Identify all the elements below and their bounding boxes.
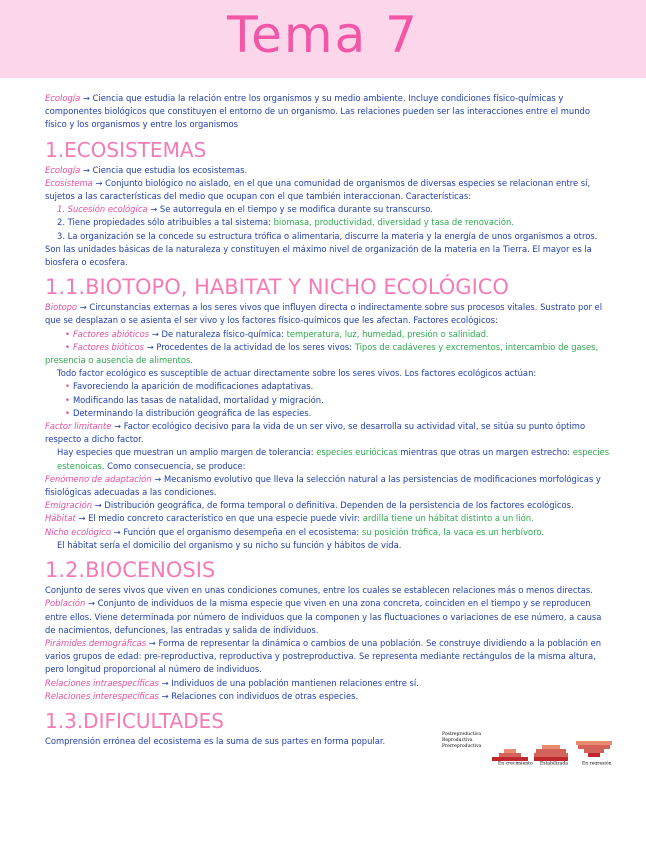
definition: → Relaciones con individuos de otras especies.: [161, 690, 359, 701]
text: Hay especies que muestran un amplio margen de tolerancia:: [57, 447, 314, 458]
term: Factores bióticos: [72, 341, 145, 352]
legend-label-repro: Reproductiva: [442, 738, 473, 743]
definition: → Distribución geográfica, de forma temporal o definitiva. Dependen de la persistencia de los factores ecológicos.: [94, 500, 574, 511]
biotopo-line: [45, 301, 611, 327]
characteristic-3: 3. La organización se la concede su estructura trófica o alimentaria, discurre la materia y la energía de unos organismos a otros.: [57, 230, 598, 241]
bullet: •: [65, 341, 70, 352]
todo-factor-line: Todo factor ecológico es susceptible de actuar directamente sobre los seres vivos. Los factores ecológicos actúan:: [57, 368, 537, 379]
caption-regressing: En regresión: [582, 761, 612, 765]
term: Hábitat: [45, 513, 76, 524]
example-text: Tipos de cadáveres y excrementos, intercambio de gases,: [354, 341, 599, 352]
item-text: 2. Tiene propiedades sólo atribuibles a tal sistema:: [57, 217, 271, 228]
example-text: especies estenoicas.: [57, 447, 610, 471]
intra-line: [45, 677, 440, 690]
definition: → Forma de representar la dinámica o cambios de una población. Se construye dividiendo a la población en varios grupos de edad: pre-reproductiva, reproductiva y postreproductiva. Se representa mediante rectángulos de la misma altura, pero longitud proporcional al número de individuos.: [45, 637, 602, 675]
inter-line: [45, 690, 440, 703]
item-number: 1.: [57, 204, 65, 215]
term: Sucesión ecológica: [67, 204, 148, 215]
text: mientras que otras un margen estrecho:: [400, 447, 571, 458]
term: Población: [45, 598, 86, 609]
ecologia-line: [45, 164, 611, 177]
pyramid-bar: [578, 745, 610, 749]
definition: → El medio concreto característico en que una especie puede vivir:: [78, 513, 361, 524]
definition: → Ciencia que estudia los ecosistemas.: [82, 164, 248, 175]
characteristic-1: [45, 203, 611, 216]
limitante-line: [45, 420, 611, 446]
pyramid-bar: [534, 753, 568, 757]
term: Ecología: [45, 164, 81, 175]
pyramid-bar: [584, 749, 604, 753]
characteristic-2: [45, 216, 611, 229]
text: Como consecuencia, se produce:: [107, 460, 246, 471]
definition: → Procedentes de la actividad de los seres vivos:: [146, 341, 353, 352]
emigracion-line: [45, 499, 611, 512]
bullet: •: [65, 381, 70, 392]
pyramid-growing: [492, 749, 528, 761]
habitat-line: [45, 512, 611, 525]
caption-growing: En crecimiento: [498, 761, 533, 765]
legend-label-post: Postreproductiva: [442, 732, 481, 737]
item-text: Determinando la distribución geográfica de las especies.: [72, 407, 312, 418]
dificultades-text: Comprensión errónea del ecosistema es la suma de sus partes en forma popular.: [45, 735, 386, 746]
term: Relaciones intraespecíficas: [45, 677, 159, 688]
piramides-line: [45, 637, 611, 677]
bullet: •: [65, 328, 70, 339]
term: Factores abióticos: [72, 328, 150, 339]
term: Emigración: [45, 500, 93, 511]
example-text: biomasa, productividad, diversidad y tasa de renovación.: [273, 217, 514, 228]
bioticos-line: [45, 341, 611, 354]
tolerancia-line: [45, 446, 611, 472]
term: Factor limitante: [45, 421, 112, 432]
pyramid-bar: [588, 753, 600, 757]
ecosistema-line: [45, 177, 611, 203]
abioticos-line: [45, 328, 611, 341]
pyramid-legend: [442, 731, 482, 749]
intro-paragraph: [45, 92, 611, 132]
heading-biotopo: 1.1.BIOTOPO, HABITAT Y NICHO ECOLÓGICO: [45, 275, 509, 300]
example-text: su posición trófica, la vaca es un herbívoro.: [361, 526, 544, 537]
term: Pirámides demográficas: [45, 637, 147, 648]
nicho-line: [45, 526, 611, 539]
pyramid-stable: [534, 745, 568, 761]
definition: → Conjunto biológico no aislado, en el que una comunidad de organismos de diversas especies se relacionan entre sí, sujetos a las características del medio que ocupan con el que también interaccionan. Características:: [45, 177, 591, 202]
term: Ecosistema: [45, 177, 93, 188]
item-text: Favoreciendo la aparición de modificaciones adaptativas.: [72, 381, 314, 392]
example-text: temperatura, luz, humedad, presión o salinidad.: [286, 328, 489, 339]
notes-body: [45, 92, 611, 748]
definition: → Individuos de una población mantienen relaciones entre sí.: [161, 677, 419, 688]
pyramid-regressing: [576, 741, 612, 757]
term: Nicho ecológico: [45, 526, 111, 537]
definition: → Factor ecológico decisivo para la vida de un ser vivo, se desarrolla su actividad vital, se sitúa su punto óptimo respecto a dicho factor.: [45, 421, 586, 445]
action-3: [45, 407, 611, 420]
biotopo-closing: El hábitat sería el domicilio del organismo y su nicho su función y hábitos de vida.: [57, 539, 402, 550]
definition: → Mecanismo evolutivo que lleva la selección natural a las persistencias de modificaciones morfológicas y fisiológicas adecuadas a las condiciones.: [45, 473, 601, 498]
biocenosis-intro: Conjunto de seres vivos que viven en unas condiciones comunes, entre los cuales se establecen relaciones más o menos directas.: [45, 585, 593, 596]
pyramid-bar: [504, 749, 516, 753]
definition: → Se autorregula en el tiempo y se modifica durante su transcurso.: [150, 204, 433, 215]
heading-biocenosis: 1.2.BIOCENOSIS: [45, 558, 216, 583]
action-2: [45, 394, 611, 407]
adaptacion-line: [45, 473, 611, 499]
pyramid-bar: [576, 741, 612, 745]
item-text: Modificando las tasas de natalidad, mortalidad y migración.: [72, 394, 324, 405]
pyramid-bar: [536, 749, 566, 753]
legend-label-pre: Prerreproductiva: [442, 744, 482, 749]
term-ecologia: Ecología: [45, 93, 81, 103]
bullet: •: [65, 407, 70, 418]
term: Fenómeno de adaptación: [45, 473, 152, 484]
poblacion-line: [45, 597, 611, 637]
title-banner: [0, 0, 646, 78]
intro-text: → Ciencia que estudia la relación entre los organismos y su medio ambiente. Incluye condiciones físico-químicas y componentes biológicos que constituyen el entorno de un organismo. Las relaciones pueden ser las interacciones entre el mundo físico y los organismos y entre los organismos: [45, 93, 590, 130]
action-1: [45, 380, 611, 393]
ecosistemas-closing: Son las unidades básicas de la naturaleza y constituyen el máximo nivel de organización de la materia en la Tierra. El mayor es la biosfera o ecosfera.: [45, 243, 592, 268]
page-title: Tema 7: [227, 6, 419, 64]
term: Biotopo: [45, 302, 78, 313]
pyramid-bar: [492, 757, 528, 761]
example-text: especies euriócicas: [316, 447, 398, 458]
population-pyramids-figure: [442, 731, 612, 765]
pyramid-bar: [534, 757, 568, 761]
heading-dificultades: 1.3.DIFICULTADES: [45, 708, 224, 733]
heading-ecosistemas: 1.ECOSISTEMAS: [45, 137, 207, 162]
example-text: ardilla tiene un hábitat distinto a un lión.: [362, 513, 534, 524]
definition: → De naturaleza físico-química:: [151, 328, 284, 339]
pyramid-bar: [499, 753, 521, 757]
bioticos-continuation: presencia o ausencia de alimentos.: [45, 355, 194, 366]
definition: → Circunstancias externas a los seres vivos que influyen directa o indirectamente sobre sus procesos vitales. Sustrato por el que se desplazan o se asienta el ser vivo y los factores físico-químicos que les afectan. Factores ecológicos:: [45, 302, 603, 326]
definition: → Función que el organismo desempeña en el ecosistema:: [113, 526, 360, 537]
definition: → Conjunto de individuos de la misma especie que viven en una zona concreta, coinciden en el tiempo y se reproducen entre ellos. Viene determinada por número de individuos que la componen y las fluctuaciones o variaciones de ese número, a causa de nacimientos, defunciones, las entradas y salida de individuos.: [45, 598, 602, 635]
term: Relaciones interespecíficas: [45, 690, 159, 701]
pyramid-bar: [542, 745, 560, 749]
caption-stable: Estabilizada: [540, 761, 568, 765]
bullet: •: [65, 394, 70, 405]
